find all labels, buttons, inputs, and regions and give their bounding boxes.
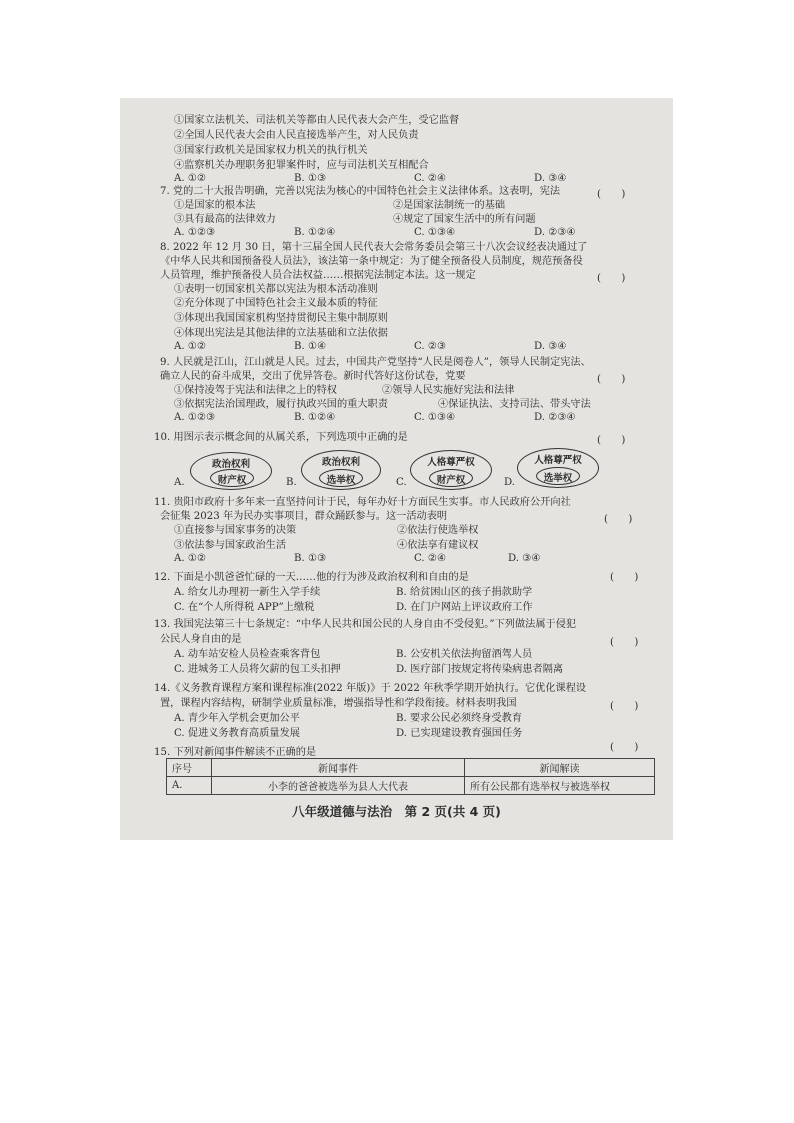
q9-statement-3: ③依据宪法治国理政，履行执政兴国的重大职责 xyxy=(174,399,388,410)
q14-option-d[interactable]: D. 已实现建设教育强国任务 xyxy=(396,728,523,739)
q10-stem: 10. 用图示表示概念间的从属关系，下列选项中正确的是 xyxy=(154,432,408,443)
q7-option-c[interactable]: C. ①③④ xyxy=(414,227,456,238)
q7-option-a[interactable]: A. ①②③ xyxy=(174,227,216,238)
table-header-cell: 新闻解读 xyxy=(465,759,655,777)
q9-statement-1: ①保持凌驾于宪法和法律之上的特权 xyxy=(174,385,337,396)
q14-option-b[interactable]: B. 要求公民必须终身受教育 xyxy=(396,713,523,724)
q6-statement-2: ②全国人民代表大会由人民直接选举产生，对人民负责 xyxy=(174,130,419,141)
q6-option-a[interactable]: A. ①② xyxy=(174,173,207,184)
q8-answer-paren[interactable]: ( ) xyxy=(597,273,626,284)
q14-option-a[interactable]: A. 青少年入学机会更加公平 xyxy=(174,713,300,724)
q12-option-c[interactable]: C. 在“个人所得税 APP”上缴税 xyxy=(174,602,315,613)
q11-statement-2: ②依法行使选举权 xyxy=(397,525,479,536)
q14-answer-paren[interactable]: ( ) xyxy=(610,701,639,712)
q14-stem-line-2: 置，课程内容结构，研制学业质量标准，增强指导性和学段衔接。材料表明我国 xyxy=(160,698,517,709)
q13-option-c[interactable]: C. 进城务工人员将欠薪的包工头扣押 xyxy=(174,664,341,675)
q8-statement-4: ④体现出宪法是其他法律的立法基础和立法依据 xyxy=(174,328,388,339)
q13-option-b[interactable]: B. 公安机关依法拘留酒驾人员 xyxy=(396,649,533,660)
q7-statement-1: ①是国家的根本法 xyxy=(174,200,256,211)
q11-option-b[interactable]: B. ①③ xyxy=(294,553,327,564)
q7-stem: 7. 党的二十大报告明确，完善以宪法为核心的中国特色社会主义法律体系。这表明，宪法 xyxy=(160,186,561,197)
q12-answer-paren[interactable]: ( ) xyxy=(610,572,639,583)
q10-answer-paren[interactable]: ( ) xyxy=(597,435,626,446)
q13-stem-line-2: 公民人身自由的是 xyxy=(160,634,242,645)
table-cell: 所有公民都有选举权与被选举权 xyxy=(465,777,655,795)
q10-option-b-letter[interactable]: B. xyxy=(286,477,297,488)
table-header-cell: 序号 xyxy=(167,759,212,777)
q11-answer-paren[interactable]: ( ) xyxy=(604,514,633,525)
q7-options xyxy=(174,227,654,240)
q12-stem: 12. 下面是小凯爸爸忙碌的一天……他的行为涉及政治权利和自由的是 xyxy=(154,572,469,583)
q7-option-d[interactable]: D. ②③④ xyxy=(534,227,576,238)
q11-statement-1: ①直接参与国家事务的决策 xyxy=(174,525,297,536)
exam-page xyxy=(120,98,673,840)
q15-stem: 15. 下列对新闻事件解读不正确的是 xyxy=(154,747,317,758)
q11-stem-line-2: 会征集 2023 年为民办实事项目，群众踊跃参与。这一活动表明 xyxy=(160,511,448,522)
q10-b-outer-label: 政治权利 xyxy=(321,457,360,468)
q6-statement-4: ④监察机关办理职务犯罪案件时，应与司法机关互相配合 xyxy=(174,160,429,171)
q11-options xyxy=(174,553,654,566)
q11-stem-line-1: 11. 贵阳市政府十多年来一直坚持问计于民，每年办好十方面民生实事。市人民政府公开向社 xyxy=(154,497,571,508)
q6-option-b[interactable]: B. ①③ xyxy=(294,173,327,184)
q10-option-c-letter[interactable]: C. xyxy=(396,477,407,488)
q9-statement-4: ④保证执法、支持司法、带头守法 xyxy=(438,399,591,410)
q11-statement-3: ③依法参与国家政治生活 xyxy=(174,540,287,551)
q14-stem-line-1: 14.《义务教育课程方案和课程标准(2022 年版)》于 2022 年秋季学期开始执行。它优化课程设 xyxy=(154,683,587,694)
q7-answer-paren[interactable]: ( ) xyxy=(597,189,626,200)
q9-option-a[interactable]: A. ①②③ xyxy=(174,412,216,423)
q7-statement-4: ④规定了国家生活中的所有问题 xyxy=(393,214,536,225)
q6-statement-1: ①国家立法机关、司法机关等都由人民代表大会产生，受它监督 xyxy=(174,115,460,126)
q13-option-a[interactable]: A. 动车站安检人员检查乘客背包 xyxy=(174,649,321,660)
q8-statement-3: ③体现出我国国家机构坚持贯彻民主集中制原则 xyxy=(174,313,388,324)
q10-b-inner-label: 选举权 xyxy=(326,475,356,486)
q13-option-d[interactable]: D. 医疗部门按规定将传染病患者隔离 xyxy=(396,664,564,675)
q9-option-b[interactable]: B. ①②④ xyxy=(294,412,336,423)
q6-option-c[interactable]: C. ②④ xyxy=(414,173,447,184)
q10-a-outer-label: 政治权利 xyxy=(211,459,250,470)
q13-answer-paren[interactable]: ( ) xyxy=(610,637,639,648)
q7-option-b[interactable]: B. ①②④ xyxy=(294,227,336,238)
q10-a-inner-label: 财产权 xyxy=(217,475,247,486)
q12-option-b[interactable]: B. 给贫困山区的孩子捐款助学 xyxy=(396,587,533,598)
q10-diagrams xyxy=(120,450,673,490)
q12-option-d[interactable]: D. 在门户网站上评议政府工作 xyxy=(396,602,533,613)
q10-c-inner-label: 财产权 xyxy=(436,475,466,486)
table-header-cell: 新闻事件 xyxy=(212,759,465,777)
table-cell: A. xyxy=(167,777,212,795)
q8-statement-1: ①表明一切国家机关都以宪法为根本活动准则 xyxy=(174,284,378,295)
q10-d-inner-label: 选举权 xyxy=(543,473,573,484)
q8-statement-2: ②充分体现了中国特色社会主义最本质的特征 xyxy=(174,298,378,309)
q11-option-d[interactable]: D. ③④ xyxy=(508,553,541,564)
q8-option-c[interactable]: C. ②③ xyxy=(414,341,447,352)
q15-news-table xyxy=(166,758,655,795)
table-cell: 小李的爸爸被选举为县人大代表 xyxy=(212,777,465,795)
q9-statement-2: ②领导人民实施好宪法和法律 xyxy=(382,385,515,396)
q6-option-d[interactable]: D. ③④ xyxy=(534,173,567,184)
q9-stem-line-1: 9. 人民就是江山，江山就是人民。过去，中国共产党坚持“人民是阅卷人”，领导人民制定宪法、 xyxy=(160,357,591,368)
q15-answer-paren[interactable]: ( ) xyxy=(610,742,639,753)
q10-d-outer-label: 人格尊严权 xyxy=(534,455,582,466)
q6-statement-3: ③国家行政机关是国家权力机关的执行机关 xyxy=(174,145,368,156)
q11-option-a[interactable]: A. ①② xyxy=(174,553,207,564)
q14-option-c[interactable]: C. 促进义务教育高质量发展 xyxy=(174,728,300,739)
q8-option-b[interactable]: B. ①④ xyxy=(294,341,327,352)
q9-option-d[interactable]: D. ②③④ xyxy=(534,412,576,423)
q7-statement-2: ②是国家法制统一的基础 xyxy=(393,200,506,211)
q9-option-c[interactable]: C. ①③④ xyxy=(414,412,456,423)
q11-option-c[interactable]: C. ②④ xyxy=(414,553,447,564)
q8-option-a[interactable]: A. ①② xyxy=(174,341,207,352)
q7-statement-3: ③具有最高的法律效力 xyxy=(174,214,276,225)
q8-stem-line-1: 8. 2022 年 12 月 30 日，第十三届全国人民代表大会常务委员会第三十八次会议经表决通过了 xyxy=(160,242,588,253)
q10-option-a-letter[interactable]: A. xyxy=(174,477,185,488)
q12-option-a[interactable]: A. 给女儿办理初一新生入学手续 xyxy=(174,587,321,598)
table-header-row xyxy=(167,759,655,777)
q8-stem-line-2: 《中华人民共和国预备役人员法》，该法第一条中规定：为了健全预备役人员制度，规范预备役 xyxy=(160,256,583,267)
q10-c-outer-label: 人格尊严权 xyxy=(427,457,475,468)
page-footer: 八年级道德与法治 第 2 页(共 4 页) xyxy=(292,804,501,819)
table-row xyxy=(167,777,655,795)
q9-stem-line-2: 确立人民的奋斗成果，交出了优异答卷。新时代答好这份试卷，党要 xyxy=(160,371,466,382)
q8-stem-line-3: 人员管理，维护预备役人员合法权益……根据宪法制定本法。这一规定 xyxy=(160,270,476,281)
q9-options xyxy=(174,412,654,425)
q8-options xyxy=(174,341,654,354)
q8-option-d[interactable]: D. ③④ xyxy=(534,341,567,352)
q11-statement-4: ④依法享有建议权 xyxy=(397,540,479,551)
q10-option-d-letter[interactable]: D. xyxy=(504,477,516,488)
q13-stem-line-1: 13. 我国宪法第三十七条规定：“中华人民共和国公民的人身自由不受侵犯。”下列做法属于侵犯 xyxy=(154,619,577,630)
q9-answer-paren[interactable]: ( ) xyxy=(597,374,626,385)
